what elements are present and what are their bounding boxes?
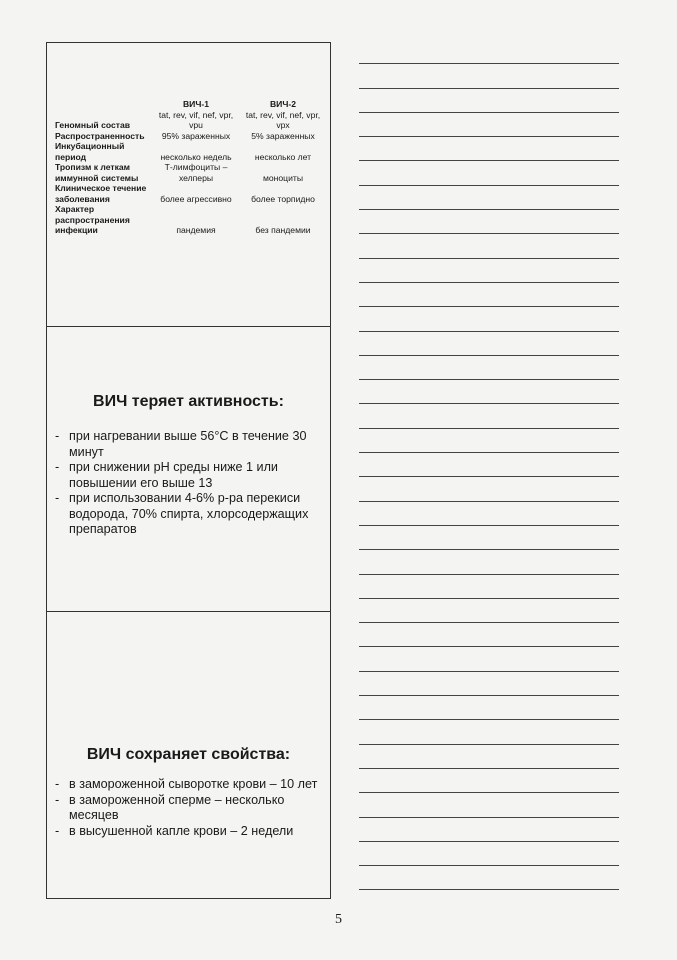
list-item-text: при нагревании выше 56°С в течение 30 минут — [69, 429, 307, 459]
row-label: Характер распространения инфекции — [55, 204, 130, 235]
row-hiv1-value: несколько недель — [160, 151, 232, 162]
note-line — [359, 40, 619, 64]
note-line — [359, 64, 619, 88]
slide-hiv-persistence — [47, 612, 330, 898]
slide-hiv-comparison — [47, 43, 330, 327]
note-line — [359, 161, 619, 185]
table-row — [55, 204, 327, 236]
list-item-text: в замороженной сыворотке крови – 10 лет — [69, 777, 318, 791]
bullet-list — [55, 429, 327, 538]
row-hiv1-value: Т-лимфоциты – хелперы — [164, 162, 228, 183]
list-item-text: при снижении рН среды ниже 1 или повышении его выше 13 — [69, 460, 278, 490]
note-line — [359, 186, 619, 210]
row-hiv2-value: без пандемии — [255, 225, 311, 235]
note-line — [359, 429, 619, 453]
list-item: - при снижении рН среды ниже 1 или повышении его выше 13 — [55, 460, 278, 490]
note-line — [359, 404, 619, 428]
page-number: 5 — [335, 912, 342, 927]
note-line — [359, 210, 619, 234]
notes-lines — [359, 40, 619, 890]
row-label: Инкубационный период — [55, 141, 125, 162]
list-item: - в замороженной сыворотке крови – 10 лет — [55, 777, 318, 791]
note-line — [359, 575, 619, 599]
list-item-text: в замороженной сперме – несколько месяцев — [69, 792, 285, 822]
table-row — [55, 141, 327, 162]
list-item: - в замороженной сперме – несколько месяцев — [55, 792, 285, 822]
slide-title: ВИЧ теряет активность: — [93, 393, 284, 410]
row-hiv2-value: 5% зараженных — [251, 130, 315, 141]
note-line — [359, 234, 619, 258]
note-line — [359, 526, 619, 550]
list-item: - при нагревании выше 56°С в течение 30 минут — [55, 429, 307, 459]
table-row — [55, 162, 327, 183]
slides-column — [46, 42, 331, 899]
note-line — [359, 137, 619, 161]
note-line — [359, 332, 619, 356]
row-hiv2-value: несколько лет — [254, 151, 312, 162]
note-line — [359, 89, 619, 113]
comparison-header — [55, 99, 327, 110]
note-line — [359, 453, 619, 477]
note-line — [359, 307, 619, 331]
note-line — [359, 720, 619, 744]
row-hiv2-value: моноциты — [262, 172, 304, 183]
note-line — [359, 550, 619, 574]
bullet-list — [55, 777, 327, 839]
note-line — [359, 623, 619, 647]
list-item: - при использовании 4-6% р-ра перекиси водорода, 70% спирта, хлорсодержащих препаратов — [55, 491, 309, 536]
note-line — [359, 647, 619, 671]
note-line — [359, 866, 619, 890]
slide-title: ВИЧ сохраняет свойства: — [86, 746, 291, 763]
note-line — [359, 769, 619, 793]
row-hiv2-value: более торпидно — [251, 193, 315, 204]
note-line — [359, 283, 619, 307]
note-line — [359, 477, 619, 501]
note-line — [359, 380, 619, 404]
table-row — [55, 110, 327, 131]
slide-hiv-inactivation — [47, 327, 330, 612]
note-line — [359, 696, 619, 720]
note-line — [359, 259, 619, 283]
row-label: Тропизм к леткам иммунной системы — [55, 162, 139, 183]
note-line — [359, 502, 619, 526]
row-hiv1-value: tat, rev, vif, nef, vpr, vpu — [158, 109, 234, 130]
row-label: Геномный состав — [55, 120, 131, 130]
note-line — [359, 842, 619, 866]
row-hiv1-value: 95% зараженных — [161, 130, 231, 141]
note-line — [359, 599, 619, 623]
list-item-text: в высушенной капле крови – 2 недели — [69, 823, 294, 838]
row-label: Клиническое течение заболевания — [55, 183, 147, 204]
note-line — [359, 113, 619, 137]
note-line — [359, 745, 619, 769]
row-label: Распространенность — [55, 130, 145, 141]
note-line — [359, 672, 619, 696]
list-item: - в высушенной капле крови – 2 недели — [55, 823, 294, 838]
note-line — [359, 356, 619, 380]
table-row — [55, 131, 327, 142]
table-row — [55, 183, 327, 204]
list-item-text: при использовании 4-6% р-ра перекиси водорода, 70% спирта, хлорсодержащих препаратов — [69, 491, 309, 536]
note-line — [359, 818, 619, 842]
note-line — [359, 793, 619, 817]
row-hiv2-value: tat, rev, vif, nef, vpr, vpx — [245, 109, 321, 130]
header-hiv1: ВИЧ-1 — [182, 99, 210, 109]
comparison-table — [55, 99, 327, 236]
header-hiv2: ВИЧ-2 — [269, 99, 297, 109]
row-hiv1-value: более агрессивно — [160, 193, 232, 204]
row-hiv1-value: пандемия — [176, 225, 216, 235]
